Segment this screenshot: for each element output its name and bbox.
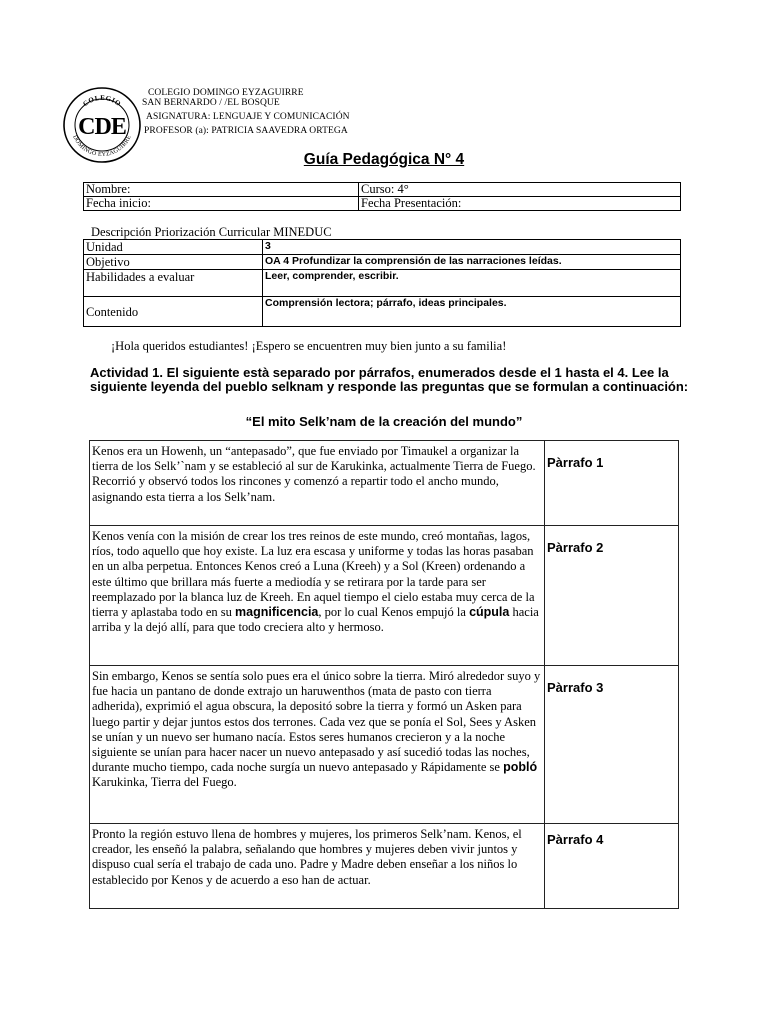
- logo-top-text: COLEGIO: [81, 93, 123, 109]
- teacher-line: PROFESOR (a): PATRICIA SAAVEDRA ORTEGA: [144, 126, 348, 136]
- objective-value: OA 4 Profundizar la comprensión de las narraciones leídas.: [263, 255, 681, 270]
- paragraph-3-text: [90, 666, 545, 824]
- paragraph-1-text: Kenos era un Howenh, un “antepasado”, que fue enviado por Timaukel a organizar la tierra de los Selk’`nam y se estableció al sur de Karukinka, actualmente Tierra de Fuego. Recorrió y observó todos los rincones y comenzó a repartir todo el ancho mundo, asignando esta tierra a los Selk’nam.: [90, 441, 545, 526]
- objective-label: Objetivo: [84, 255, 263, 270]
- name-field[interactable]: Nombre:: [84, 183, 359, 197]
- presentation-date-field[interactable]: Fecha Presentación:: [359, 197, 681, 211]
- start-date-field[interactable]: Fecha inicio:: [84, 197, 359, 211]
- paragraph-row-4: [90, 824, 679, 909]
- paragraph-3-part-a: Sin embargo, Kenos se sentía solo pues era el único sobre la tierra. Miró alrededor suyo y fue hacia un pantano de donde extrajo un haruwenthos (mata de pasto con tierra adherida), exprimió el agua obscura, la depositó sobre la tierra y formó un Asken para luego partir y dejar juntos estos dos terrones. Cada vez que se ponía el Sol, Sees y Asken se unían y un nuevo ser humano nacía. Estos seres humanos crecieron y a la noche siguiente se unían para hacer nacer un nuevo antepasado y así sucedió todas las noches, durante mucho tiempo, cada noche surgía un nuevo antepasado y Rápidamente se: [92, 669, 541, 775]
- bold-word-cupula: cúpula: [469, 605, 510, 620]
- school-location: SAN BERNARDO / /EL BOSQUE: [142, 98, 280, 108]
- paragraph-2-label: Pàrrafo 2: [545, 526, 679, 666]
- content-value: Comprensión lectora; párrafo, ideas principales.: [263, 297, 681, 327]
- subject-line: ASIGNATURA: LENGUAJE Y COMUNICACIÓN: [146, 112, 350, 122]
- paragraph-row-3: [90, 666, 679, 824]
- curriculum-caption: Descripción Priorización Curricular MINEDUC: [91, 225, 332, 239]
- greeting-text: ¡Hola queridos estudiantes! ¡Espero se encuentren muy bien junto a su familia!: [111, 339, 507, 353]
- activity-instructions: Actividad 1. El siguiente està separado por párrafos, enumerados desde el 1 hasta el 4. Lee la siguiente leyenda del pueblo selknam y responde las preguntas que se formulan a continuación:: [90, 365, 689, 394]
- paragraph-row-2: [90, 526, 679, 666]
- myth-title: “El mito Selk’nam de la creación del mundo”: [245, 414, 523, 429]
- course-field[interactable]: Curso: 4°: [359, 183, 681, 197]
- svg-text:COLEGIO: [81, 94, 122, 108]
- page-title: [0, 151, 768, 169]
- paragraph-4-label: Pàrrafo 4: [545, 824, 679, 909]
- paragraph-1-label: Pàrrafo 1: [545, 441, 679, 526]
- bold-word-magnificencia: magnificencia: [235, 605, 319, 620]
- skills-value: Leer, comprender, escribir.: [263, 270, 681, 297]
- page-title-text: Guía Pedagógica N° 4: [303, 151, 465, 168]
- logo-bottom-text: DOMINGO EYZAGUIRRE: [71, 134, 133, 159]
- paragraph-2-part-c: hacia arriba y la dejó allí, para que todo creciera alto y hermoso.: [92, 605, 539, 635]
- paragraph-3-label: Pàrrafo 3: [545, 666, 679, 824]
- paragraph-2-part-b: , por lo cual Kenos empujó la: [318, 605, 470, 620]
- unit-label: Unidad: [84, 240, 263, 255]
- skills-label: Habilidades a evaluar: [84, 270, 263, 297]
- school-name: COLEGIO DOMINGO EYZAGUIRRE: [148, 88, 304, 98]
- unit-value: 3: [263, 240, 681, 255]
- paragraph-2-part-a: Kenos venía con la misión de crear los tres reinos de este mundo, creó montañas, lagos, ríos, todo aquello que hoy existe. La luz era escasa y uniforme y todas las horas pasaban en un alba perpetua. Entonces Kenos creó a Luna (Kreeh) y a Sol (Kreen) ordenando a este último que brillara más fuerte a mediodía y se retirara por la tarde para ser reemplazado por la blanca luz de Kreeh. En aquel tiempo el cielo estaba muy cerca de la tierra y aplastaba todo en su: [92, 529, 535, 620]
- paragraph-3-part-b: Karukinka, Tierra del Fuego.: [92, 775, 237, 790]
- paragraph-2-text: [90, 526, 545, 666]
- paragraph-row-1: [90, 441, 679, 526]
- curriculum-table: [83, 239, 681, 327]
- paragraph-4-text: Pronto la región estuvo llena de hombres y mujeres, los primeros Selk’nam. Kenos, el creador, les enseñó la palabra, señalando que hombres y mujeres deben vivir juntos y dispuso cual sería el trabajo de cada uno. Padre y Madre deben enseñar a los niños lo establecido por Kenos y de acuerdo a eso han de actuar.: [90, 824, 545, 909]
- paragraphs-table: [89, 440, 679, 909]
- bold-word-poblo: pobló: [503, 760, 538, 775]
- logo-initials: CDE: [78, 114, 126, 140]
- student-info-table: [83, 182, 681, 211]
- content-label: Contenido: [84, 297, 263, 327]
